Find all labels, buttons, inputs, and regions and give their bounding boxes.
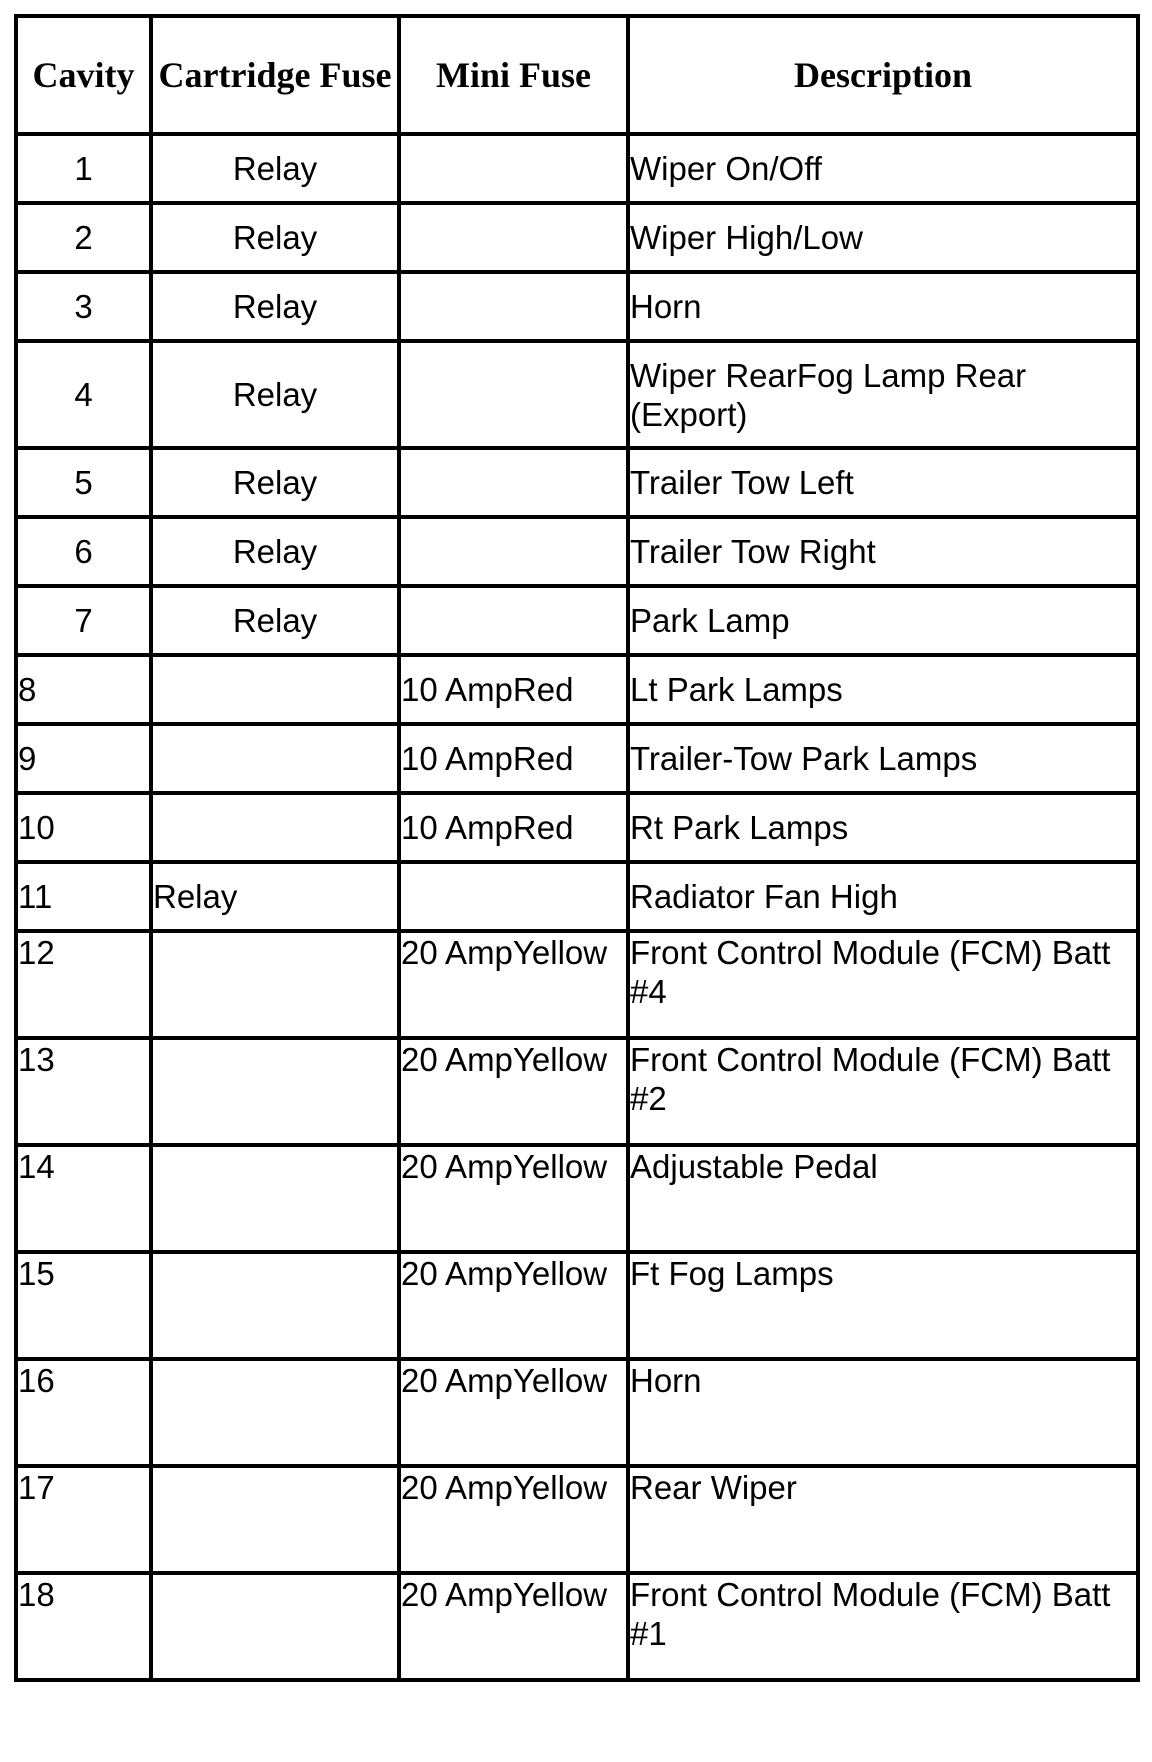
header-mini-fuse: Mini Fuse	[399, 16, 628, 134]
cavity-cell: 8	[16, 655, 151, 724]
mini-fuse-cell	[399, 341, 628, 448]
fuse-cavity-table	[14, 14, 1140, 1682]
header-description: Description	[628, 16, 1138, 134]
table-row	[16, 272, 1138, 341]
table-header-row	[16, 16, 1138, 134]
cavity-cell: 17	[16, 1466, 151, 1573]
table-row	[16, 1252, 1138, 1359]
cartridge-fuse-cell	[151, 724, 399, 793]
cavity-cell: 2	[16, 203, 151, 272]
cartridge-fuse-cell	[151, 1038, 399, 1145]
description-cell: Horn	[628, 1359, 1138, 1466]
cavity-cell: 6	[16, 517, 151, 586]
description-cell: Wiper High/Low	[628, 203, 1138, 272]
description-cell: Wiper RearFog Lamp Rear (Export)	[628, 341, 1138, 448]
table-row	[16, 1359, 1138, 1466]
mini-fuse-cell: 20 AmpYellow	[399, 1573, 628, 1680]
cavity-cell: 10	[16, 793, 151, 862]
mini-fuse-cell	[399, 586, 628, 655]
description-cell: Front Control Module (FCM) Batt #1	[628, 1573, 1138, 1680]
mini-fuse-cell: 10 AmpRed	[399, 724, 628, 793]
description-cell: Park Lamp	[628, 586, 1138, 655]
cavity-cell: 15	[16, 1252, 151, 1359]
cartridge-fuse-cell	[151, 793, 399, 862]
cartridge-fuse-cell	[151, 1359, 399, 1466]
cartridge-fuse-cell: Relay	[151, 341, 399, 448]
description-cell: Trailer-Tow Park Lamps	[628, 724, 1138, 793]
header-cartridge-fuse: Cartridge Fuse	[151, 16, 399, 134]
mini-fuse-cell	[399, 862, 628, 931]
cartridge-fuse-cell	[151, 1252, 399, 1359]
mini-fuse-cell	[399, 272, 628, 341]
description-cell: Ft Fog Lamps	[628, 1252, 1138, 1359]
cavity-cell: 7	[16, 586, 151, 655]
mini-fuse-cell	[399, 448, 628, 517]
mini-fuse-cell: 20 AmpYellow	[399, 1252, 628, 1359]
table-row	[16, 341, 1138, 448]
description-cell: Lt Park Lamps	[628, 655, 1138, 724]
cavity-cell: 16	[16, 1359, 151, 1466]
header-cavity: Cavity	[16, 16, 151, 134]
description-cell: Rt Park Lamps	[628, 793, 1138, 862]
description-cell: Front Control Module (FCM) Batt #2	[628, 1038, 1138, 1145]
cartridge-fuse-cell	[151, 655, 399, 724]
mini-fuse-cell: 20 AmpYellow	[399, 1038, 628, 1145]
cartridge-fuse-cell: Relay	[151, 517, 399, 586]
mini-fuse-cell	[399, 203, 628, 272]
table-row	[16, 203, 1138, 272]
table-row	[16, 134, 1138, 203]
cartridge-fuse-cell: Relay	[151, 203, 399, 272]
cartridge-fuse-cell	[151, 1466, 399, 1573]
cavity-cell: 1	[16, 134, 151, 203]
cavity-cell: 11	[16, 862, 151, 931]
description-cell: Front Control Module (FCM) Batt #4	[628, 931, 1138, 1038]
description-cell: Radiator Fan High	[628, 862, 1138, 931]
cavity-cell: 9	[16, 724, 151, 793]
description-cell: Horn	[628, 272, 1138, 341]
table-row	[16, 1466, 1138, 1573]
table-row	[16, 724, 1138, 793]
table-row	[16, 655, 1138, 724]
cartridge-fuse-cell: Relay	[151, 862, 399, 931]
description-cell: Rear Wiper	[628, 1466, 1138, 1573]
table-row	[16, 1145, 1138, 1252]
cavity-cell: 13	[16, 1038, 151, 1145]
mini-fuse-cell: 10 AmpRed	[399, 793, 628, 862]
cartridge-fuse-cell	[151, 1145, 399, 1252]
cavity-cell: 5	[16, 448, 151, 517]
mini-fuse-cell: 20 AmpYellow	[399, 1466, 628, 1573]
cartridge-fuse-cell: Relay	[151, 586, 399, 655]
table-row	[16, 586, 1138, 655]
cavity-cell: 3	[16, 272, 151, 341]
description-cell: Wiper On/Off	[628, 134, 1138, 203]
cartridge-fuse-cell	[151, 931, 399, 1038]
cavity-cell: 18	[16, 1573, 151, 1680]
cavity-cell: 14	[16, 1145, 151, 1252]
table-row	[16, 1573, 1138, 1680]
table-row	[16, 517, 1138, 586]
mini-fuse-cell: 10 AmpRed	[399, 655, 628, 724]
mini-fuse-cell: 20 AmpYellow	[399, 1145, 628, 1252]
description-cell: Trailer Tow Right	[628, 517, 1138, 586]
mini-fuse-cell: 20 AmpYellow	[399, 931, 628, 1038]
table-row	[16, 448, 1138, 517]
cartridge-fuse-cell: Relay	[151, 134, 399, 203]
mini-fuse-cell	[399, 517, 628, 586]
table-row	[16, 1038, 1138, 1145]
table-row	[16, 931, 1138, 1038]
description-cell: Trailer Tow Left	[628, 448, 1138, 517]
mini-fuse-cell	[399, 134, 628, 203]
mini-fuse-cell: 20 AmpYellow	[399, 1359, 628, 1466]
cartridge-fuse-cell: Relay	[151, 448, 399, 517]
table-row	[16, 862, 1138, 931]
cavity-cell: 4	[16, 341, 151, 448]
cartridge-fuse-cell: Relay	[151, 272, 399, 341]
table-row	[16, 793, 1138, 862]
cartridge-fuse-cell	[151, 1573, 399, 1680]
cavity-cell: 12	[16, 931, 151, 1038]
description-cell: Adjustable Pedal	[628, 1145, 1138, 1252]
